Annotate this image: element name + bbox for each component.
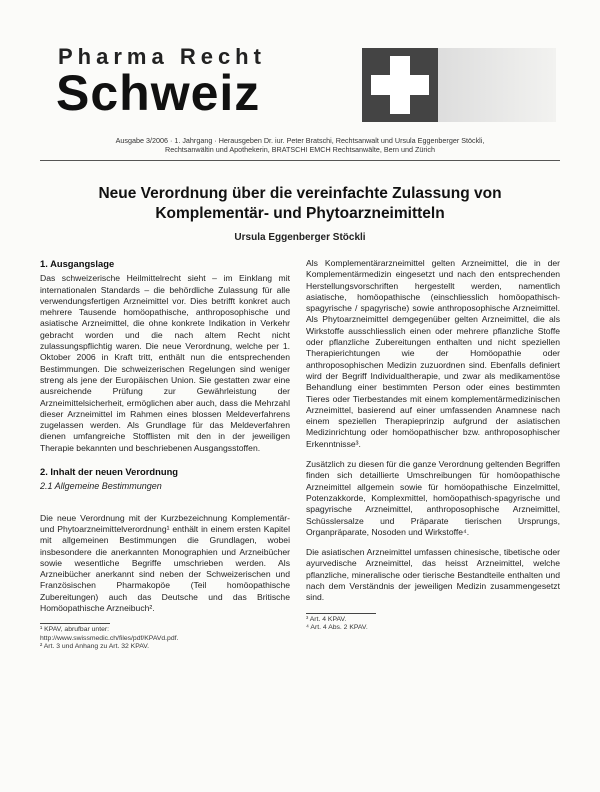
- footnote-1b: http://www.swissmedic.ch/files/pdf/KPAVd.pdf.: [40, 634, 179, 642]
- paragraph: Das schweizerische Heilmittelrecht sieht – im Einklang mit internationalen Standards – die behördliche Zulassung für alle verwendungsfertigen Arzneimittel vor. Dies betrifft konkret auch mehrere Tausende homöopathische, anthroposophische und asiatische Arzneimittel, die ohne konkrete Indikation in Verkehr gebracht worden und die nach altem Recht nicht zulassungspflichtig waren. Die neue Verordnung, welche per 1. Oktober 2006 in Kraft tritt, enthält nun die entsprechenden Bestimmungen. Die schweizerischen Regelungen sind weniger streng als jene der Europäischen Union. Sie gestatten zwar eine ausreichende Prüfung zur Gewährleistung der Arzneimittelsicherheit, ermöglichen aber auch, dass die Mehrzahl dieser Arzneimittel im Rahmen eines blossen Meldeverfahrens zugelassen werden. Als Grundlage für das Meldeverfahren dienen umfangreiche Stofflisten mit den in der jeweiligen Therapie bekannten und beschriebenen Ausgangsstoffen.: [40, 273, 290, 453]
- footnote-2: ² Art. 3 und Anhang zu Art. 32 KPAV.: [40, 643, 150, 651]
- article-author: Ursula Eggenberger Stöckli: [234, 232, 366, 243]
- subsection-heading: 2.1 Allgemeine Bestimmungen: [40, 481, 162, 492]
- title-line-1: Neue Verordnung über die vereinfachte Zulassung von: [98, 185, 502, 202]
- masthead-decoration: [438, 48, 556, 122]
- issue-line-2: Rechtsanwältin und Apothekerin, BRATSCHI EMCH Rechtsanwälte, Bern und Zürich: [165, 145, 435, 154]
- section-heading-1: 1. Ausgangslage: [40, 258, 115, 269]
- paragraph: Die asiatischen Arzneimittel umfassen chinesische, tibetische oder ayurvedische Arzneimittel, das heisst Arzneimittel, welche pflanzliche, mineralische oder tierische Bestandteile enthalten und nach dem Verständnis der jeweiligen Medizin zusammengesetzt sind.: [306, 547, 560, 603]
- issue-line-1: Ausgabe 3/2006 · 1. Jahrgang · Herausgeben Dr. iur. Peter Bratschi, Rechtsanwalt und Ursula Eggenberger Stöckli,: [115, 136, 485, 145]
- right-column: [306, 258, 560, 633]
- issue-info: [40, 136, 560, 154]
- footnote-4: ⁴ Art. 4 Abs. 2 KPAV.: [306, 624, 368, 632]
- footnote-divider: [306, 613, 376, 614]
- masthead-title: Schweiz: [56, 65, 261, 121]
- footnote-3: ³ Art. 4 KPAV.: [306, 615, 347, 623]
- paragraph: Als Komplementärarzneimittel gelten Arzneimittel, die in der Komplementärmedizin eingesetzt und nach den entsprechenden Herstellungsvorschriften hergestellt werden, namentlich asiatische, homöopathische (einschliesslich homöopathisch-spagyrische / spagyrische) sowie anthroposophische Arzneimittel. Als Phytoarzneimittel demgegenüber gelten Arzneimittel, die als Wirkstoffe ausschliesslich einen oder mehrere pflanzliche Stoffe oder pflanzliche Zubereitungen enthalten und nicht speziellen Therapierichtungen wie der Homöopathie oder anthroposophischen Medizin zuzuordnen sind. Ebenfalls definiert wird der Begriff Individualtherapie, und zwar als medikamentöse Behandlung einer bestimmten Person oder eines bestimmten Tieres oder Tierbestandes mit einem komplementärmedizinischen Arzneimittel, basierend auf einer umfassenden Anamnese nach einem speziellen Therapieprinzip aufgrund der asiatischen Medizinrichtung oder homöopathischer bzw. anthroposophischer Erkenntnisse³.: [306, 258, 560, 449]
- masthead-top-line: Pharma Recht: [58, 44, 266, 69]
- title-line-2: Komplementär- und Phytoarzneimitteln: [155, 205, 445, 222]
- footnote-divider: [40, 623, 110, 624]
- paragraph: Zusätzlich zu diesen für die ganze Verordnung geltenden Begriffen finden sich detaillierte Umschreibungen für homöopathische Arzneimittel allgemein sowie für homöopathische Einzelmittel, Potenzakkorde, Komplexmittel, homöopathisch-spagyrische und spagyrische Arzneimittel, anthroposophische Arzneimittel, Schüsslersalze und Präparate tierischen Ursprungs, Organpräparate, Nosoden und Wirkstoffe⁴.: [306, 459, 560, 537]
- paragraph: Die neue Verordnung mit der Kurzbezeichnung Komplementär- und Phytoarzneimittelverordnung¹ enthält in einem ersten Kapitel mit allgemeinen Bestimmungen die Grundlagen, wobei insbesondere die anerkannten Monographien und Arzneibücher sowie wesentliche Begriffe umschrieben werden. Als Arzneibücher anerkannt sind neben der Schweizerischen und Französischen Pharmakopöe (Teil homöopathische Zubereitungen) auch das Deutsche und das Britische Homöopathische Arzneibuch².: [40, 512, 290, 614]
- header-divider: [40, 160, 560, 161]
- left-column: [40, 258, 290, 652]
- section-heading-2: 2. Inhalt der neuen Verordnung: [40, 466, 179, 478]
- swiss-cross-icon: [362, 48, 438, 122]
- footnote-1a: ¹ KPAV, abrufbar unter:: [40, 626, 110, 634]
- masthead: [56, 38, 556, 124]
- article-title: [40, 184, 560, 224]
